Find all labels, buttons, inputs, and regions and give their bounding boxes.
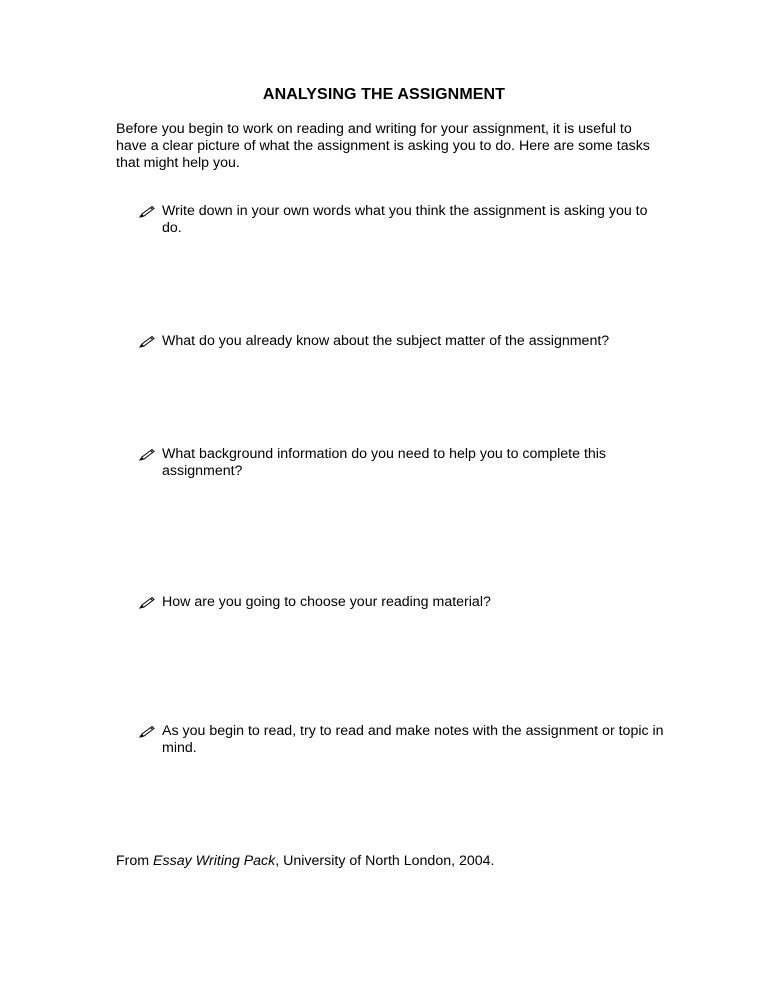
task-item (138, 446, 668, 480)
pencil-icon (138, 448, 156, 462)
source-prefix: From (116, 853, 154, 869)
source-citation (116, 853, 716, 870)
pencil-icon (138, 205, 156, 219)
pencil-icon (138, 725, 156, 739)
source-work-title: Essay Writing Pack (153, 853, 276, 869)
task-item (138, 203, 668, 237)
task-item-text: How are you going to choose your reading material? (162, 594, 491, 610)
task-item-text: As you begin to read, try to read and make notes with the assignment or topic in mind. (162, 723, 664, 757)
task-item-text: What do you already know about the subject matter of the assignment? (162, 333, 610, 349)
task-item (138, 723, 668, 757)
pencil-icon (138, 596, 156, 610)
task-item (138, 333, 668, 350)
source-suffix: , University of North London, 2004. (275, 853, 495, 869)
pencil-icon (138, 335, 156, 349)
intro-paragraph: Before you begin to work on reading and writing for your assignment, it is useful to have a clear picture of what the assignment is asking you to do. Here are some tasks that might help you. (116, 121, 650, 172)
page-title: ANALYSING THE ASSIGNMENT (262, 86, 506, 103)
task-item-text: Write down in your own words what you think the assignment is asking you to do. (162, 203, 648, 237)
task-item-text: What background information do you need to help you to complete this assignment? (162, 446, 607, 480)
task-item (138, 594, 668, 611)
